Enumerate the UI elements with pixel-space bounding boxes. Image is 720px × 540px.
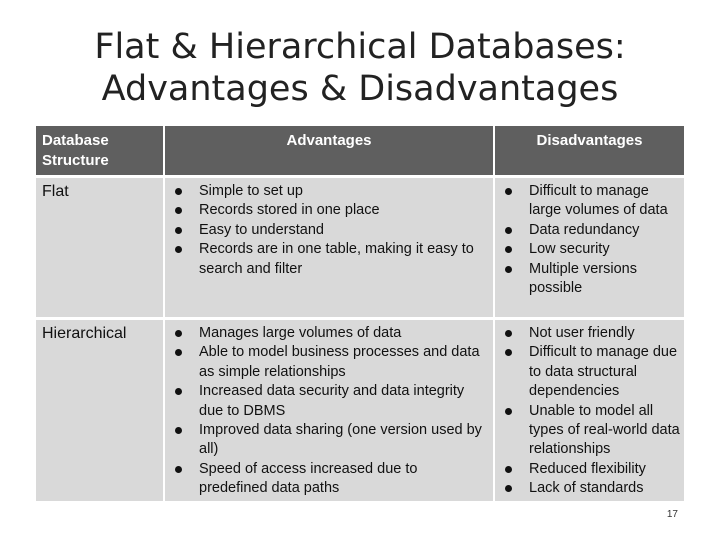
row-flat <box>36 177 684 319</box>
list-item-text: Difficult to manage due to data structural dependencies <box>529 344 678 400</box>
list-item-text: Improved data sharing (one version used by all) <box>199 422 482 458</box>
list-item-text: Lack of standards <box>529 480 644 497</box>
header-database-structure: Database Structure <box>36 126 164 177</box>
flat-advantages-list <box>171 182 489 279</box>
list-item <box>171 201 489 220</box>
list-item-text: Reduced flexibility <box>529 460 646 477</box>
list-item <box>171 221 489 240</box>
hierarchical-advantages-cell <box>164 319 494 503</box>
bullet-icon <box>505 349 512 356</box>
bullet-icon <box>175 427 182 434</box>
comparison-table <box>36 126 684 504</box>
list-item-text: Speed of access increased due to predefined data paths <box>199 460 418 497</box>
bullet-icon <box>505 266 512 273</box>
bullet-icon <box>175 188 182 195</box>
bullet-icon <box>505 188 512 195</box>
header-disadvantages: Disadvantages <box>494 126 684 177</box>
bullet-icon <box>175 330 182 337</box>
header-advantages: Advantages <box>164 126 494 177</box>
bullet-icon <box>505 227 512 234</box>
flat-disadvantages-cell <box>494 177 684 319</box>
list-item-text: Able to model business processes and data as simple relationships <box>199 344 480 380</box>
bullet-icon <box>175 227 182 234</box>
list-item-text: Difficult to manage large volumes of data <box>529 183 668 219</box>
hierarchical-disadvantages-cell <box>494 319 684 503</box>
list-item <box>171 240 489 279</box>
flat-advantages-cell <box>164 177 494 319</box>
list-item <box>171 324 489 343</box>
list-item <box>501 260 680 299</box>
list-item <box>501 182 680 221</box>
bullet-icon <box>175 349 182 356</box>
bullet-icon <box>505 466 512 473</box>
bullet-icon <box>175 388 182 395</box>
bullet-icon <box>505 330 512 337</box>
list-item <box>501 221 680 240</box>
list-item-text: Manages large volumes of data <box>199 325 402 341</box>
bullet-icon <box>175 246 182 253</box>
bullet-icon <box>505 408 512 415</box>
header-row <box>36 126 684 177</box>
list-item-text: Data redundancy <box>529 221 640 238</box>
list-item-text: Multiple versions possible <box>529 260 637 297</box>
flat-disadvantages-list <box>501 182 680 298</box>
row-label-flat: Flat <box>36 177 164 319</box>
list-item <box>171 382 489 421</box>
list-item-text: Easy to understand <box>199 221 324 238</box>
hierarchical-advantages-list <box>171 324 489 499</box>
list-item <box>501 343 680 401</box>
list-item-text: Records are in one table, making it easy to search and filter <box>199 241 474 277</box>
bullet-icon <box>175 207 182 214</box>
list-item-text: Increased data security and data integrity due to DBMS <box>199 383 465 419</box>
list-item <box>171 421 489 460</box>
row-label-hierarchical: Hierarchical <box>36 319 164 503</box>
title-line-1: Flat & Hierarchical Databases: <box>94 27 626 67</box>
list-item <box>171 460 489 499</box>
list-item <box>501 402 680 460</box>
bullet-icon <box>505 246 512 253</box>
list-item <box>501 240 680 259</box>
page-number: 17 <box>666 509 678 520</box>
title-line-2: Advantages & Disadvantages <box>101 69 619 109</box>
slide-title <box>0 26 720 110</box>
list-item-text: Low security <box>529 241 610 258</box>
list-item <box>501 460 680 479</box>
list-item <box>171 343 489 382</box>
list-item-text: Simple to set up <box>199 183 303 199</box>
row-hierarchical <box>36 319 684 503</box>
list-item <box>501 324 680 343</box>
bullet-icon <box>175 466 182 473</box>
hierarchical-disadvantages-list <box>501 324 680 499</box>
list-item <box>501 479 680 498</box>
list-item-text: Not user friendly <box>529 325 635 341</box>
list-item <box>171 182 489 201</box>
list-item-text: Records stored in one place <box>199 202 380 219</box>
bullet-icon <box>505 485 512 492</box>
list-item-text: Unable to model all types of real-world data relationships <box>529 402 680 458</box>
